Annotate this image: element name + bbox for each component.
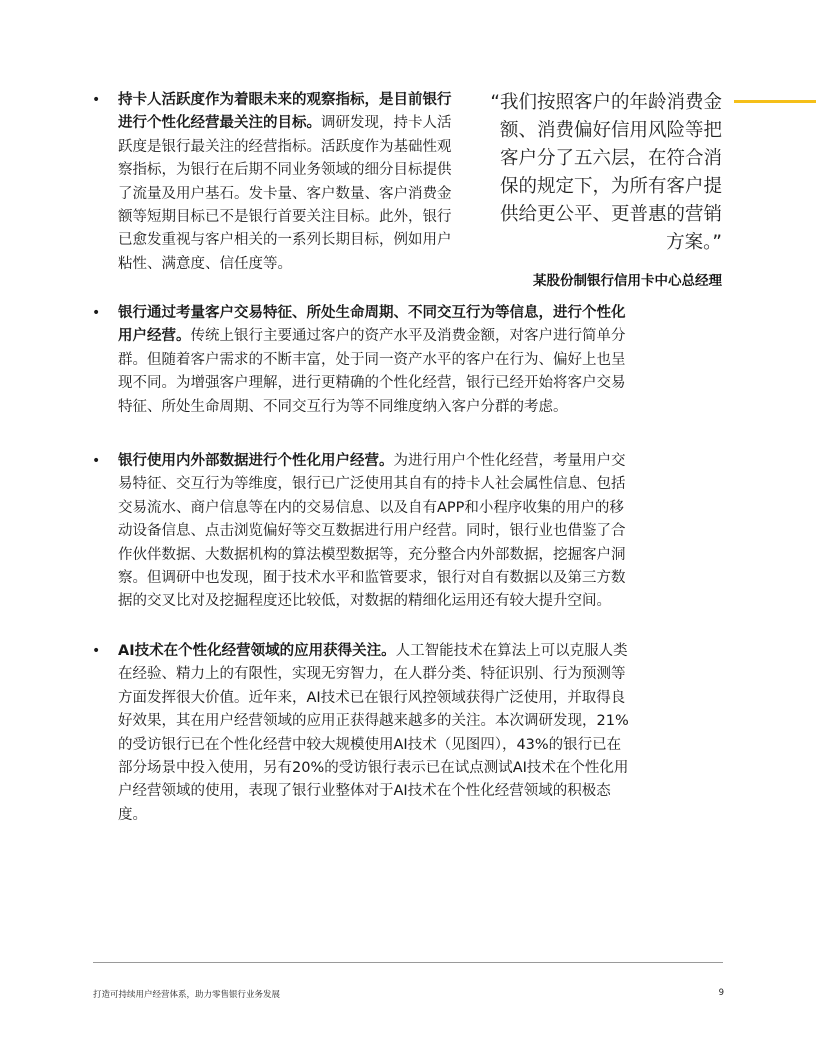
quote-attribution: 某股份制银行信用卡中心总经理 [533, 273, 722, 289]
page-number: 9 [718, 988, 724, 998]
bullet-body: 人工智能技术在算法上可以克服人类在经验、精力上的有限性，实现无穷智力，在人群分类、特征识别、行为预测等方面发挥很大价值。近年来，AI技术已在银行风控领域获得广泛使用，并取得良好效果，其在用户经营领域的应用正获得越来越多的关注。本次调研发现，21%的受访银行已在个性化经营中较大规模使用AI技术（见图四），43%的银行已在部分场景中投入使用，另有20%的受访银行表示已在试点测试AI技术在个性化用户经营领域的使用，表现了银行业整体对于AI技术在个性化经营领域的积极态度。 [118, 643, 629, 823]
bullet-marker: • [92, 453, 101, 469]
bullet-paragraph [118, 89, 454, 276]
bullet-item-data-usage [92, 450, 634, 614]
bullet-body: 调研发现，持卡人活跃度是银行最关注的经营指标。活跃度作为基础性观察指标，为银行在后期不同业务领域的细分目标提供了流量及用户基石。发卡量、客户数量、客户消费金额等短期目标已不是银行首要关注目标。此外，银行已愈发重视与客户相关的一系列长期目标，例如用户粘性、满意度、信任度等。 [118, 115, 452, 272]
bullet-item-ai [92, 640, 634, 827]
quote-text: “我们按照客户的年龄消费金额、消费偏好信用风险等把客户分了五六层，在符合消保的规定下，为所有客户提供给更公平、更普惠的营销方案。” [490, 92, 722, 253]
accent-bar [734, 100, 816, 103]
bullet-paragraph [118, 450, 634, 614]
bullet-lead: 持卡人活跃度作为着眼未来的观察指标，是目前银行进行个性化经营最关注的目标。 [118, 92, 452, 132]
bullet-lead: 银行通过考量客户交易特征、所处生命周期、不同交互行为等信息，进行个性化用户经营。 [118, 305, 626, 345]
bullet-paragraph [118, 640, 634, 827]
bullet-item-activity [92, 89, 454, 276]
bullet-lead: AI技术在个性化经营领域的应用获得关注。 [118, 643, 396, 659]
footer-divider [93, 962, 723, 963]
bullet-body: 为进行用户个性化经营，考量用户交易特征、交互行为等维度，银行已广泛使用其自有的持卡人社会属性信息、包括交易流水、商户信息等在内的交易信息、以及自有APP和小程序收集的用户的移动设备信息、点击浏览偏好等交互数据进行用户经营。同时，银行业也借鉴了合作伙伴数据、大数据机构的算法模型数据等，充分整合内外部数据，挖掘客户洞察。但调研中也发现，囿于技术水平和监管要求，银行对自有数据以及第三方数据的交叉比对及挖掘程度还比较低，对数据的精细化运用还有较大提升空间。 [118, 453, 626, 610]
pull-quote [490, 89, 722, 289]
bullet-marker: • [92, 92, 101, 108]
bullet-marker: • [92, 643, 101, 659]
bullet-item-segmentation [92, 302, 634, 419]
bullet-marker: • [92, 305, 101, 321]
bullet-body: 传统上银行主要通过客户的资产水平及消费金额，对客户进行简单分群。但随着客户需求的不断丰富，处于同一资产水平的客户在行为、偏好上也呈现不同。为增强客户理解，进行更精确的个性化经营，银行已经开始将客户交易特征、所处生命周期、不同交互行为等不同维度纳入客户分群的考虑。 [118, 328, 626, 415]
bullet-paragraph [118, 302, 634, 419]
bullet-lead: 银行使用内外部数据进行个性化用户经营。 [118, 453, 394, 469]
footer-title: 打造可持续用户经营体系，助力零售银行业务发展 [93, 990, 281, 1000]
